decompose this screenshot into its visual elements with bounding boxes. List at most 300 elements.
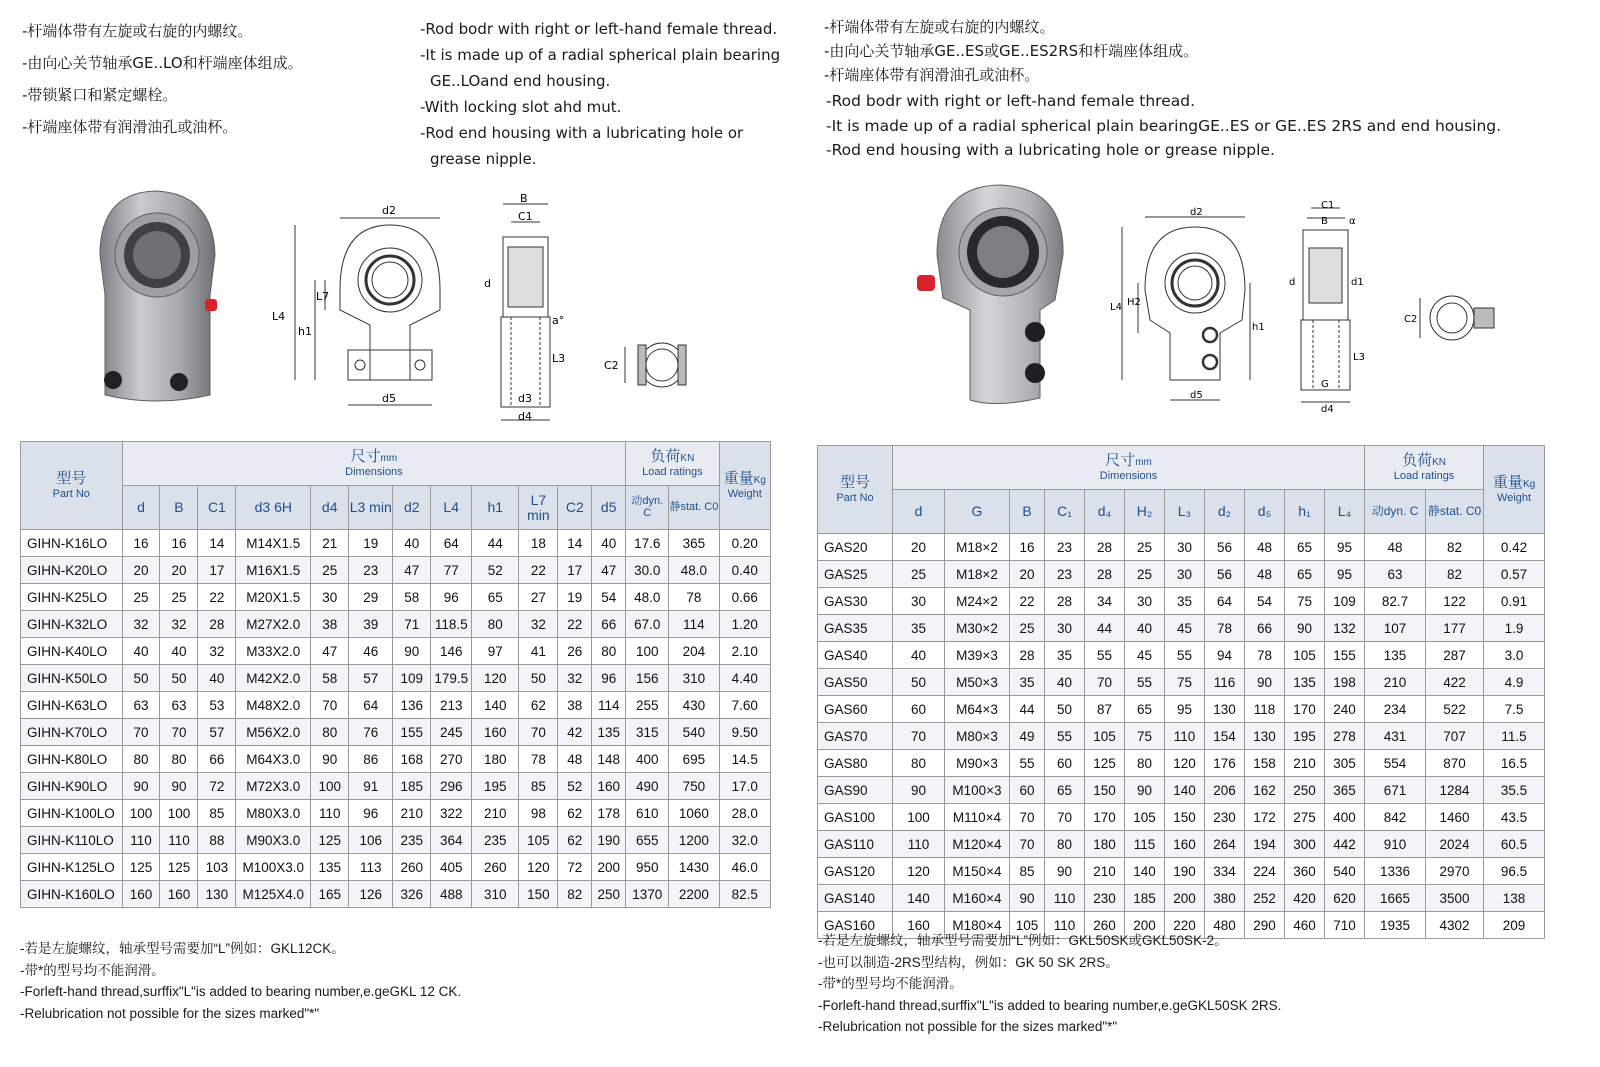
table-cell: 105: [519, 827, 558, 854]
table-row: [818, 615, 1545, 642]
table-cell: 27: [519, 584, 558, 611]
table-cell: 400: [626, 746, 669, 773]
table-cell: 14: [198, 530, 236, 557]
table-cell: 135: [1285, 669, 1325, 696]
table-cell: 710: [1325, 912, 1365, 939]
table-cell: 130: [198, 881, 236, 908]
table-cell: 100: [311, 773, 349, 800]
table-cell: 62: [558, 800, 592, 827]
table-cell: 23: [349, 557, 393, 584]
table-cell: M24×2: [945, 588, 1010, 615]
part-number-cell: GAS30: [818, 588, 893, 615]
col-header: 动dyn. C: [1365, 490, 1426, 534]
table-cell: 70: [122, 719, 160, 746]
part-no-cn: 型号: [839, 474, 870, 492]
table-cell: 135: [1365, 642, 1426, 669]
table-cell: 30: [893, 588, 945, 615]
table-cell: 21: [311, 530, 349, 557]
table-cell: 135: [311, 854, 349, 881]
table-cell: 30: [1125, 588, 1165, 615]
table-row: [21, 719, 771, 746]
table-cell: 140: [893, 885, 945, 912]
table-cell: 90: [1285, 615, 1325, 642]
weight-unit: Kg: [1522, 479, 1536, 491]
label-d1: d1: [1351, 277, 1364, 288]
table-cell: 150: [1085, 777, 1125, 804]
table-cell: 35: [893, 615, 945, 642]
part-number-cell: GAS90: [818, 777, 893, 804]
table-cell: 78: [669, 584, 719, 611]
part-number-cell: GAS60: [818, 696, 893, 723]
col-header: L7 min: [519, 486, 558, 530]
table-cell: 53: [198, 692, 236, 719]
table-cell: 200: [1165, 885, 1205, 912]
table-cell: 49: [1010, 723, 1045, 750]
table-cell: 32: [160, 611, 198, 638]
table-cell: 910: [1365, 831, 1426, 858]
table-cell: M27X2.0: [236, 611, 311, 638]
table-cell: 17.6: [626, 530, 669, 557]
left-side-drawing: [478, 192, 573, 427]
table-cell: 17: [198, 557, 236, 584]
table-cell: 1284: [1426, 777, 1484, 804]
table-cell: 22: [558, 611, 592, 638]
table-cell: 130: [1245, 723, 1285, 750]
table-cell: 67.0: [626, 611, 669, 638]
col-header: C2: [558, 486, 592, 530]
footnote-line: -Relubrication not possible for the sizes marked"*": [818, 1019, 1118, 1034]
right-table-body: [818, 534, 1545, 939]
table-cell: 252: [1245, 885, 1285, 912]
table-row: [818, 831, 1545, 858]
table-cell: 4.40: [719, 665, 770, 692]
table-cell: 9.50: [719, 719, 770, 746]
table-cell: 671: [1365, 777, 1426, 804]
table-cell: 25: [160, 584, 198, 611]
table-cell: 40: [198, 665, 236, 692]
table-cell: 70: [1045, 804, 1085, 831]
table-cell: 44: [1085, 615, 1125, 642]
table-cell: 25: [1125, 561, 1165, 588]
table-cell: 0.20: [719, 530, 770, 557]
part-number-cell: GIHN-K20LO: [21, 557, 123, 584]
table-cell: 90: [122, 773, 160, 800]
col-header: L3 min: [349, 486, 393, 530]
table-cell: 70: [311, 692, 349, 719]
table-cell: 110: [893, 831, 945, 858]
table-cell: 107: [1365, 615, 1426, 642]
table-cell: 77: [431, 557, 472, 584]
col-header: d: [122, 486, 160, 530]
table-cell: 16: [1010, 534, 1045, 561]
table-cell: 55: [1010, 750, 1045, 777]
table-cell: 364: [431, 827, 472, 854]
label-h1: h1: [1252, 322, 1265, 333]
table-cell: M42X2.0: [236, 665, 311, 692]
table-cell: 4.9: [1484, 669, 1545, 696]
table-cell: 38: [311, 611, 349, 638]
weight-unit: Kg: [753, 475, 766, 487]
table-cell: 80: [893, 750, 945, 777]
table-cell: 310: [669, 665, 719, 692]
table-cell: 122: [1426, 588, 1484, 615]
note-line: grease nipple.: [430, 150, 537, 168]
table-cell: 80: [122, 746, 160, 773]
table-cell: M14X1.5: [236, 530, 311, 557]
table-cell: 29: [349, 584, 393, 611]
table-cell: 300: [1285, 831, 1325, 858]
part-number-cell: GIHN-K110LO: [21, 827, 123, 854]
table-cell: 115: [1125, 831, 1165, 858]
footnote-line: -带*的型号均不能润滑。: [818, 976, 963, 991]
table-cell: 160: [893, 912, 945, 939]
table-cell: 85: [198, 800, 236, 827]
table-cell: 179.5: [431, 665, 472, 692]
table-cell: 48.0: [669, 557, 719, 584]
right-product-photo: [915, 180, 1075, 410]
table-cell: 28: [1010, 642, 1045, 669]
load-unit: KN: [1432, 457, 1446, 469]
table-cell: 0.40: [719, 557, 770, 584]
table-cell: 16: [122, 530, 160, 557]
dims-en: Dimensions: [1099, 469, 1158, 482]
col-part-no: [21, 442, 123, 530]
table-cell: 75: [1285, 588, 1325, 615]
table-cell: 55: [1125, 669, 1165, 696]
table-cell: 87: [1085, 696, 1125, 723]
right-en-notes: [826, 94, 1501, 168]
table-row: [21, 611, 771, 638]
table-cell: 136: [393, 692, 431, 719]
table-cell: 305: [1325, 750, 1365, 777]
part-number-cell: GIHN-K40LO: [21, 638, 123, 665]
table-cell: 442: [1325, 831, 1365, 858]
table-cell: 52: [472, 557, 519, 584]
table-cell: 70: [1085, 669, 1125, 696]
table-cell: 88: [198, 827, 236, 854]
table-cell: 55: [1085, 642, 1125, 669]
table-cell: 950: [626, 854, 669, 881]
table-cell: 210: [393, 800, 431, 827]
table-cell: 32: [519, 611, 558, 638]
part-number-cell: GAS35: [818, 615, 893, 642]
left-en-notes: [420, 22, 780, 178]
table-cell: 82: [1426, 561, 1484, 588]
table-cell: M125X4.0: [236, 881, 311, 908]
table-cell: M160×4: [945, 885, 1010, 912]
label-d2: d2: [1190, 207, 1203, 218]
table-cell: 420: [1285, 885, 1325, 912]
table-cell: 65: [1045, 777, 1085, 804]
table-cell: M56X2.0: [236, 719, 311, 746]
table-cell: 96: [349, 800, 393, 827]
right-front-drawing: [1110, 205, 1265, 415]
table-row: [21, 854, 771, 881]
table-cell: 0.42: [1484, 534, 1545, 561]
table-cell: 34: [1085, 588, 1125, 615]
table-cell: 245: [431, 719, 472, 746]
table-cell: 326: [393, 881, 431, 908]
dims-unit: mm: [1135, 457, 1152, 469]
table-cell: 65: [472, 584, 519, 611]
table-cell: 25: [893, 561, 945, 588]
part-number-cell: GAS70: [818, 723, 893, 750]
part-number-cell: GIHN-K70LO: [21, 719, 123, 746]
table-cell: 154: [1205, 723, 1245, 750]
table-cell: 18: [519, 530, 558, 557]
note-line: -It is made up of a radial spherical plain bearingGE..ES or GE..ES 2RS and end housing.: [826, 116, 1502, 135]
table-cell: 54: [1245, 588, 1285, 615]
note-line: -由向心关节轴承GE..LO和杆端座体组成。: [22, 54, 303, 72]
part-no-cn: 型号: [56, 470, 87, 488]
part-number-cell: GAS160: [818, 912, 893, 939]
table-cell: 360: [1285, 858, 1325, 885]
table-cell: 490: [626, 773, 669, 800]
load-en: Load ratings: [642, 465, 703, 478]
note-line: -Rod bodr with right or left-hand female thread.: [826, 92, 1196, 110]
table-cell: M48X2.0: [236, 692, 311, 719]
footnote-line: -Forleft-hand thread,surffix"L"is added to bearing number,e.geGKL50SK 2RS.: [818, 997, 1282, 1013]
label-d: d: [1289, 277, 1296, 288]
note-line: -It is made up of a radial spherical plain bearing: [420, 46, 781, 64]
table-cell: 185: [393, 773, 431, 800]
table-cell: 431: [1365, 723, 1426, 750]
table-cell: 278: [1325, 723, 1365, 750]
table-cell: 82.5: [719, 881, 770, 908]
group-load: [626, 442, 719, 486]
dims-cn: 尺寸: [350, 448, 381, 466]
table-cell: 0.91: [1484, 588, 1545, 615]
table-cell: 47: [311, 638, 349, 665]
table-cell: 540: [1325, 858, 1365, 885]
table-cell: 380: [1205, 885, 1245, 912]
table-cell: 2.10: [719, 638, 770, 665]
table-cell: M80×3: [945, 723, 1010, 750]
col-header: C₁: [1045, 490, 1085, 534]
table-cell: 150: [519, 881, 558, 908]
table-cell: 48: [1245, 561, 1285, 588]
table-cell: 75: [1125, 723, 1165, 750]
table-cell: 40: [393, 530, 431, 557]
part-number-cell: GAS50: [818, 669, 893, 696]
table-cell: 260: [1085, 912, 1125, 939]
table-cell: 63: [122, 692, 160, 719]
left-cn-notes: [22, 24, 303, 152]
table-cell: 198: [1325, 669, 1365, 696]
table-cell: 620: [1325, 885, 1365, 912]
table-cell: 114: [669, 611, 719, 638]
table-cell: 30: [1165, 534, 1205, 561]
table-cell: 25: [122, 584, 160, 611]
weight-en: Weight: [727, 487, 762, 500]
load-cn: 负荷: [650, 448, 681, 466]
table-cell: 66: [198, 746, 236, 773]
table-cell: 1.20: [719, 611, 770, 638]
table-row: [818, 723, 1545, 750]
table-cell: 60: [893, 696, 945, 723]
table-cell: 430: [669, 692, 719, 719]
table-cell: 52: [558, 773, 592, 800]
table-cell: 95: [1165, 696, 1205, 723]
label-d5: d5: [382, 392, 396, 405]
part-number-cell: GIHN-K16LO: [21, 530, 123, 557]
note-line: -杆端体带有左旋或右旋的内螺纹。: [22, 22, 253, 40]
table-cell: 105: [1125, 804, 1165, 831]
label-C1: C1: [518, 210, 533, 223]
col-weight: [719, 442, 770, 530]
table-cell: 40: [122, 638, 160, 665]
table-cell: 195: [1285, 723, 1325, 750]
table-cell: 40: [893, 642, 945, 669]
table-cell: 91: [349, 773, 393, 800]
table-cell: 22: [198, 584, 236, 611]
dims-cn: 尺寸: [1105, 452, 1136, 470]
col-header: d4: [311, 486, 349, 530]
footnote-line: -Forleft-hand thread,surffix"L"is added to bearing number,e.geGKL 12 CK.: [20, 984, 462, 999]
table-cell: 100: [626, 638, 669, 665]
table-cell: 113: [349, 854, 393, 881]
table-cell: 140: [1125, 858, 1165, 885]
table-cell: 250: [1285, 777, 1325, 804]
table-cell: 50: [519, 665, 558, 692]
load-unit: KN: [680, 453, 695, 465]
table-cell: 488: [431, 881, 472, 908]
table-cell: 47: [592, 557, 626, 584]
table-cell: 40: [592, 530, 626, 557]
note-line: -带锁紧口和紧定螺栓。: [22, 86, 178, 104]
label-L3: L3: [552, 352, 566, 365]
table-cell: 125: [311, 827, 349, 854]
table-cell: 50: [893, 669, 945, 696]
table-cell: 43.5: [1484, 804, 1545, 831]
col-header: L4: [431, 486, 472, 530]
table-cell: 64: [349, 692, 393, 719]
label-d5: d5: [1190, 390, 1203, 401]
table-cell: 146: [431, 638, 472, 665]
table-row: [818, 804, 1545, 831]
table-cell: 110: [122, 827, 160, 854]
table-cell: 130: [1205, 696, 1245, 723]
table-cell: 178: [592, 800, 626, 827]
table-cell: 110: [1165, 723, 1205, 750]
col-header: d₂: [1205, 490, 1245, 534]
table-cell: 118.5: [431, 611, 472, 638]
table-cell: 235: [472, 827, 519, 854]
table-cell: 100: [893, 804, 945, 831]
part-number-cell: GIHN-K80LO: [21, 746, 123, 773]
table-cell: 106: [349, 827, 393, 854]
table-cell: 56: [1205, 534, 1245, 561]
weight-cn: 重量: [723, 470, 754, 488]
load-en: Load ratings: [1393, 469, 1455, 482]
table-cell: 334: [1205, 858, 1245, 885]
table-cell: 120: [519, 854, 558, 881]
table-cell: 40: [1045, 669, 1085, 696]
table-cell: 176: [1205, 750, 1245, 777]
table-row: [818, 588, 1545, 615]
table-cell: 23: [1045, 561, 1085, 588]
table-cell: 25: [1125, 534, 1165, 561]
weight-en: Weight: [1497, 491, 1532, 504]
table-cell: 148: [592, 746, 626, 773]
label-d3: d3: [518, 392, 532, 405]
table-cell: 162: [1245, 777, 1285, 804]
table-cell: 158: [1245, 750, 1285, 777]
table-cell: 98: [519, 800, 558, 827]
load-cn: 负荷: [1402, 452, 1433, 470]
label-d: d: [484, 277, 491, 290]
table-cell: 100: [122, 800, 160, 827]
table-cell: 204: [669, 638, 719, 665]
part-number-cell: GIHN-K50LO: [21, 665, 123, 692]
column-header-row: [818, 490, 1545, 534]
table-cell: 57: [198, 719, 236, 746]
table-cell: 32: [198, 638, 236, 665]
table-cell: 96: [431, 584, 472, 611]
table-cell: 707: [1426, 723, 1484, 750]
table-cell: 7.60: [719, 692, 770, 719]
table-cell: 82: [558, 881, 592, 908]
table-cell: 35.5: [1484, 777, 1545, 804]
table-cell: 190: [1165, 858, 1205, 885]
table-cell: 42: [558, 719, 592, 746]
table-cell: 172: [1245, 804, 1285, 831]
table-row: [818, 858, 1545, 885]
right-footnotes: [818, 934, 1281, 1042]
table-cell: 62: [519, 692, 558, 719]
table-cell: 109: [1325, 588, 1365, 615]
table-cell: 0.57: [1484, 561, 1545, 588]
note-line: -With locking slot ahd mut.: [420, 98, 622, 116]
table-cell: 80: [311, 719, 349, 746]
part-number-cell: GAS40: [818, 642, 893, 669]
table-cell: 85: [1010, 858, 1045, 885]
table-cell: 224: [1245, 858, 1285, 885]
table-cell: 62: [558, 827, 592, 854]
table-cell: 16: [160, 530, 198, 557]
table-cell: 118: [1245, 696, 1285, 723]
table-cell: 14: [558, 530, 592, 557]
table-cell: M18×2: [945, 561, 1010, 588]
table-cell: 64: [431, 530, 472, 557]
table-cell: 80: [1125, 750, 1165, 777]
left-spec-table: [20, 441, 771, 908]
table-row: [818, 885, 1545, 912]
table-cell: 25: [1010, 615, 1045, 642]
table-cell: 96.5: [1484, 858, 1545, 885]
table-cell: 480: [1205, 912, 1245, 939]
weight-cn: 重量: [1492, 474, 1523, 492]
table-cell: M50×3: [945, 669, 1010, 696]
part-number-cell: GAS110: [818, 831, 893, 858]
table-cell: 125: [122, 854, 160, 881]
table-cell: 54: [592, 584, 626, 611]
table-cell: 156: [626, 665, 669, 692]
table-cell: 97: [472, 638, 519, 665]
table-cell: 110: [1045, 885, 1085, 912]
note-line: -杆端座体带有润滑油孔或油杯。: [22, 118, 238, 136]
table-cell: 870: [1426, 750, 1484, 777]
table-cell: 7.5: [1484, 696, 1545, 723]
table-cell: 310: [472, 881, 519, 908]
table-cell: 315: [626, 719, 669, 746]
table-cell: 78: [519, 746, 558, 773]
part-number-cell: GAS25: [818, 561, 893, 588]
table-cell: 522: [1426, 696, 1484, 723]
part-number-cell: GIHN-K25LO: [21, 584, 123, 611]
col-header: h1: [472, 486, 519, 530]
table-row: [21, 746, 771, 773]
